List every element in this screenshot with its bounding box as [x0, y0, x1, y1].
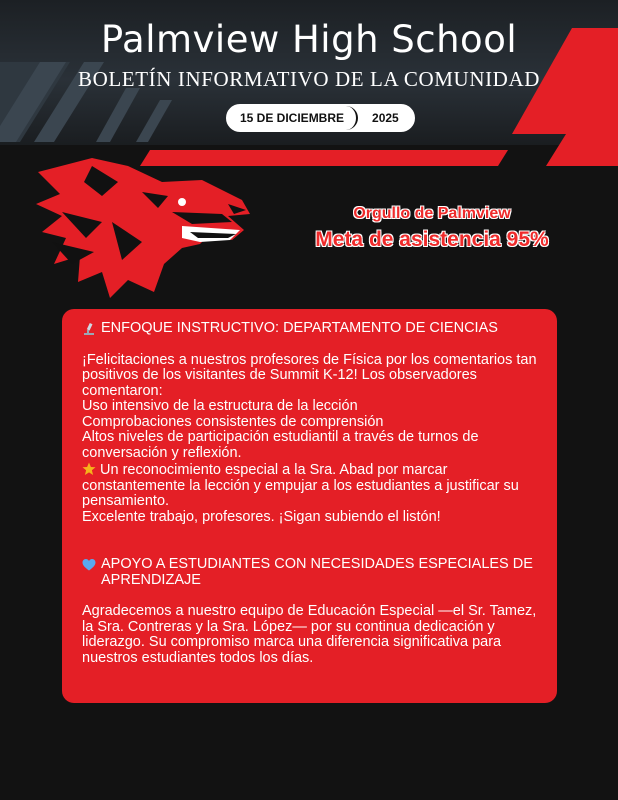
special-ed-heading [82, 557, 537, 588]
star-icon [82, 462, 96, 476]
microscope-icon [82, 322, 96, 336]
science-intro: ¡Felicitaciones a nuestros profesores de Física por los comentarios tan positivos de los visitantes de Summit K-12! Los observadores comentaron: [82, 351, 537, 399]
special-ed-heading-text: APOYO A ESTUDIANTES CON NECESIDADES ESPECIALES DE APRENDIZAJE [101, 556, 533, 588]
science-item: Comprobaciones consistentes de comprensión [82, 413, 384, 430]
blue-heart-icon [82, 558, 96, 572]
content-card [62, 309, 557, 703]
recognition-text: Un reconocimiento especial a la Sra. Abad por marcar constantemente la lección y empujar a los estudiantes a justificar su pensamiento. [82, 462, 519, 509]
date-badge [226, 104, 415, 132]
attendance-goal: Meta de asistencia 95% [315, 228, 549, 251]
science-item: Altos niveles de participación estudiantil a través de turnos de conversación y reflexión. [82, 429, 479, 461]
science-heading-text: ENFOQUE INSTRUCTIVO: DEPARTAMENTO DE CIENCIAS [101, 320, 498, 336]
special-ed-body: Agradecemos a nuestro equipo de Educación Especial —el Sr. Tamez, la Sra. Contreras y la Sra. López— por su continua dedicación y liderazgo. Su compromiso marca una diferencia significativa para nuestros estudiantes todos los días. [82, 603, 537, 666]
science-closing: Excelente trabajo, profesores. ¡Sigan subiendo el listón! [82, 508, 441, 525]
school-title: Palmview High School [100, 18, 518, 61]
pride-label: Orgullo de Palmview [353, 205, 511, 222]
date-day: 15 DE DICIEMBRE [228, 106, 358, 130]
science-item: Uso intensivo de la estructura de la lección [82, 398, 358, 414]
newsletter-subtitle: BOLETÍN INFORMATIVO DE LA COMUNIDAD [78, 67, 540, 91]
date-year: 2025 [358, 106, 413, 130]
science-heading [82, 321, 537, 337]
recognition [82, 461, 537, 510]
wolf-mascot-icon [32, 152, 254, 302]
